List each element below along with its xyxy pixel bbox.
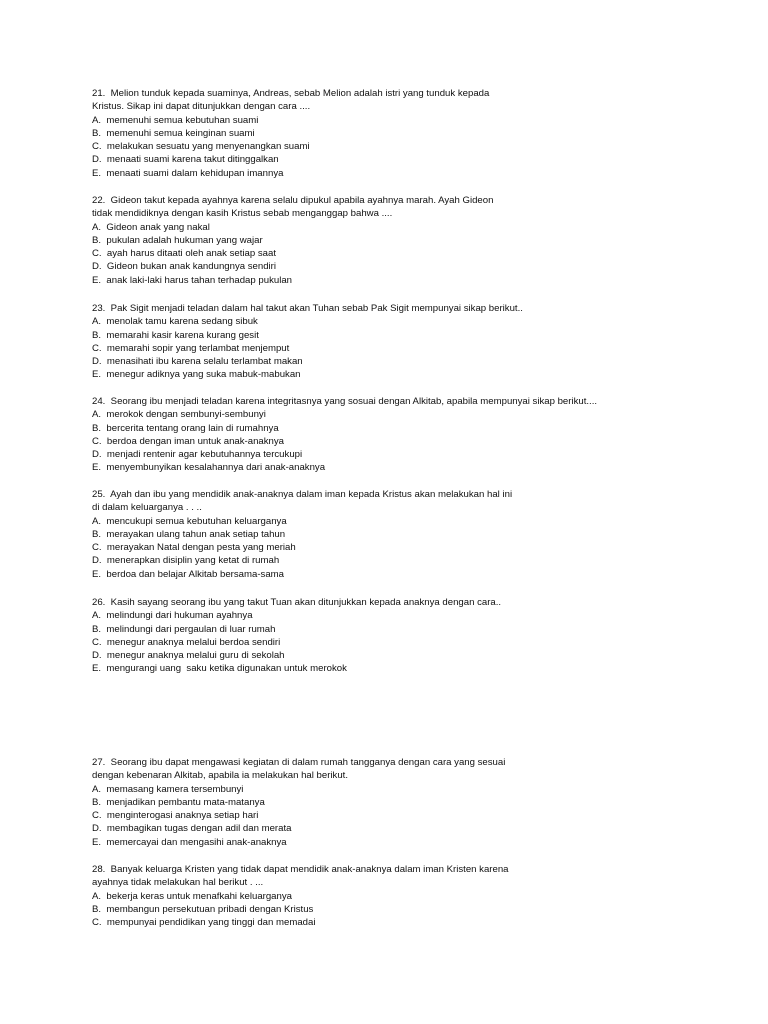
option-d: D. menerapkan disiplin yang ketat di rumah xyxy=(92,555,280,567)
question-27 xyxy=(92,756,672,849)
question-24 xyxy=(92,395,672,475)
option-c: C. menegur anaknya melalui berdoa sendiri xyxy=(92,636,281,648)
question-stem-line: di dalam keluarganya . . .. xyxy=(92,502,202,514)
question-stem-line: 28. Banyak keluarga Kristen yang tidak dapat mendidik anak-anaknya dalam iman Kristen karena xyxy=(92,864,509,875)
option-c: C. berdoa dengan iman untuk anak-anaknya xyxy=(92,435,285,447)
option-a: A. memasang kamera tersembunyi xyxy=(92,783,244,795)
option-a: A. merokok dengan sembunyi-sembunyi xyxy=(92,409,266,421)
question-stem-line: 27. Seorang ibu dapat mengawasi kegiatan di dalam rumah tangganya dengan cara yang sesuai xyxy=(92,757,506,768)
question-28 xyxy=(92,863,672,929)
option-d: D. menaati suami karena takut ditinggalkan xyxy=(92,154,279,166)
option-d: D. membagikan tugas dengan adil dan merata xyxy=(92,823,292,835)
option-b: B. memarahi kasir karena kurang gesit xyxy=(92,329,259,341)
option-c: C. ayah harus ditaati oleh anak setiap saat xyxy=(92,248,276,260)
option-d: D. menasihati ibu karena selalu terlambat makan xyxy=(92,356,303,368)
option-b: B. merayakan ulang tahun anak setiap tahun xyxy=(92,528,286,540)
question-stem-line: dengan kebenaran Alkitab, apabila ia melakukan hal berikut. xyxy=(92,770,349,782)
option-e: E. mengurangi uang saku ketika digunakan untuk merokok xyxy=(92,663,347,675)
option-a: A. melindungi dari hukuman ayahnya xyxy=(92,610,253,622)
question-stem-line: 24. Seorang ibu menjadi teladan karena integritasnya yang sosuai dengan Alkitab, apabila mempunyai sikap berikut.... xyxy=(92,396,598,407)
option-b: B. melindungi dari pergaulan di luar rumah xyxy=(92,623,276,635)
option-d: D. menjadi rentenir agar kebutuhannya tercukupi xyxy=(92,449,303,461)
option-c: C. menginterogasi anaknya setiap hari xyxy=(92,810,259,822)
option-c: C. melakukan sesuatu yang menyenangkan suami xyxy=(92,141,310,153)
option-c: C. merayakan Natal dengan pesta yang meriah xyxy=(92,542,296,554)
option-c: C. mempunyai pendidikan yang tinggi dan memadai xyxy=(92,917,316,929)
question-stem-line: ayahnya tidak melakukan hal berikut . ... xyxy=(92,877,264,889)
option-b: B. pukulan adalah hukuman yang wajar xyxy=(92,234,263,246)
option-d: D. menegur anaknya melalui guru di sekolah xyxy=(92,650,285,662)
option-a: A. mencukupi semua kebutuhan keluarganya xyxy=(92,515,287,527)
option-a: A. Gideon anak yang nakal xyxy=(92,221,210,233)
option-d: D. Gideon bukan anak kandungnya sendiri xyxy=(92,261,277,273)
question-stem-line: 22. Gideon takut kepada ayahnya karena selalu dipukul apabila ayahnya marah. Ayah Gideon xyxy=(92,195,494,206)
option-b: B. membangun persekutuan pribadi dengan Kristus xyxy=(92,903,314,915)
option-e: E. memercayai dan mengasihi anak-anaknya xyxy=(92,836,287,848)
question-21 xyxy=(92,87,672,180)
question-23 xyxy=(92,302,672,382)
option-c: C. memarahi sopir yang terlambat menjemput xyxy=(92,342,290,354)
option-b: B. menjadikan pembantu mata-matanya xyxy=(92,796,265,808)
option-e: E. menaati suami dalam kehidupan imannya xyxy=(92,167,284,179)
option-e: E. menyembunyikan kesalahannya dari anak-anaknya xyxy=(92,462,326,474)
option-b: B. bercerita tentang orang lain di rumahnya xyxy=(92,422,279,434)
option-a: A. menolak tamu karena sedang sibuk xyxy=(92,316,258,328)
question-stem-line: 26. Kasih sayang seorang ibu yang takut Tuan akan ditunjukkan kepada anaknya dengan cara.. xyxy=(92,597,502,608)
question-26 xyxy=(92,596,672,676)
option-e: E. anak laki-laki harus tahan terhadap pukulan xyxy=(92,274,292,286)
question-22 xyxy=(92,194,672,287)
question-stem-line: Kristus. Sikap ini dapat ditunjukkan dengan cara .... xyxy=(92,101,311,113)
question-25 xyxy=(92,488,672,581)
question-stem-line: 25. Ayah dan ibu yang mendidik anak-anaknya dalam iman kepada Kristus akan melakukan hal ini xyxy=(92,489,513,500)
option-a: A. bekerja keras untuk menafkahi keluarganya xyxy=(92,890,292,902)
option-e: E. menegur adiknya yang suka mabuk-mabukan xyxy=(92,369,301,381)
option-a: A. memenuhi semua kebutuhan suami xyxy=(92,114,259,126)
option-b: B. memenuhi semua keinginan suami xyxy=(92,127,255,139)
option-e: E. berdoa dan belajar Alkitab bersama-sama xyxy=(92,568,284,580)
question-stem-line: 21. Melion tunduk kepada suaminya, Andreas, sebab Melion adalah istri yang tunduk kepada xyxy=(92,88,490,99)
question-stem-line: tidak mendidiknya dengan kasih Kristus sebab menganggap bahwa .... xyxy=(92,208,393,220)
question-stem-line: 23. Pak Sigit menjadi teladan dalam hal takut akan Tuhan sebab Pak Sigit mempunyai sikap berikut.. xyxy=(92,303,523,314)
